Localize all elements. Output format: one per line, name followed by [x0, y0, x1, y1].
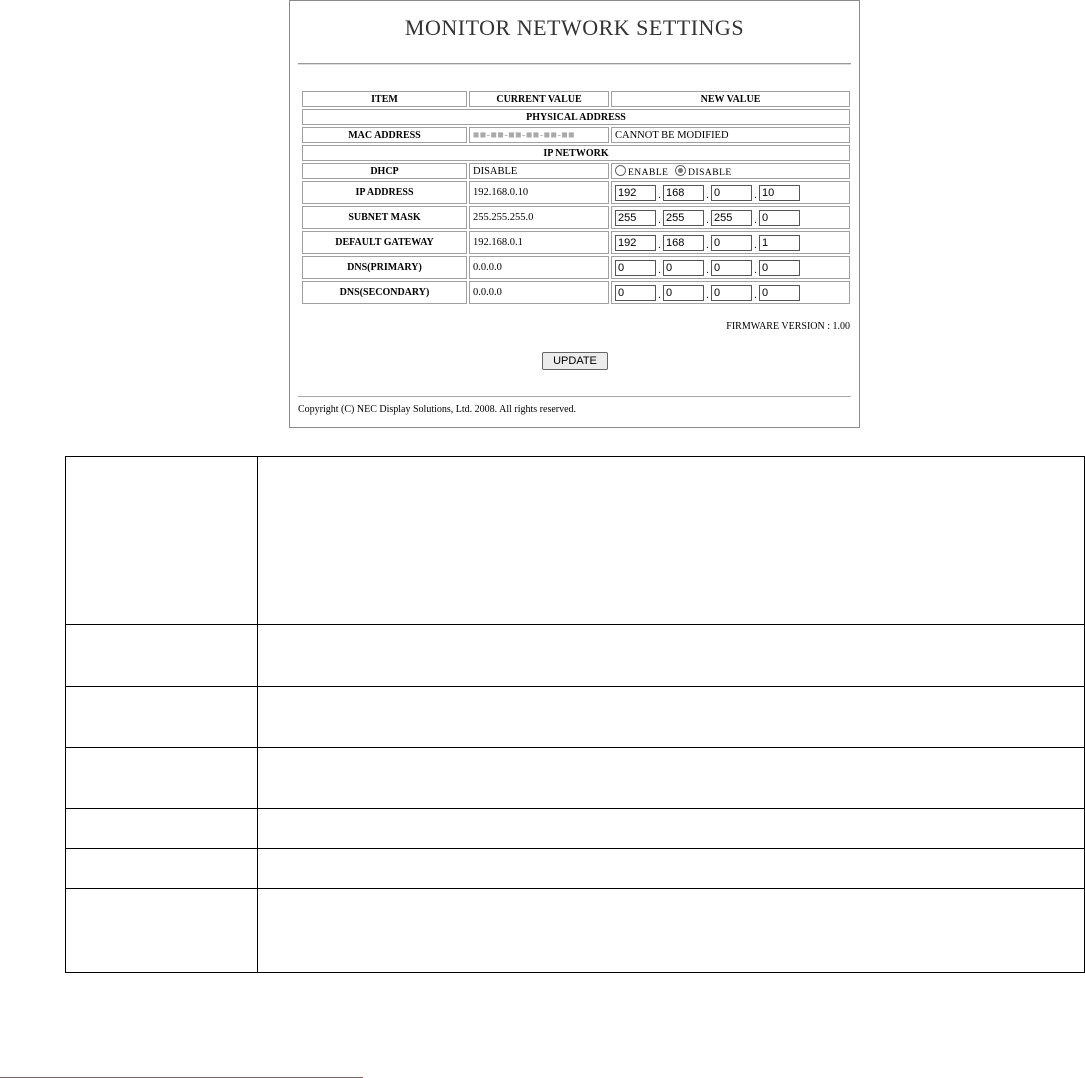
table-cell: [258, 625, 1085, 687]
header-current-value: CURRENT VALUE: [469, 91, 609, 107]
section-row: [302, 109, 850, 125]
dhcp-disable-radio[interactable]: [675, 165, 686, 176]
octet-input[interactable]: 168: [663, 185, 704, 201]
dhcp-options: [611, 163, 850, 179]
description-table: [65, 456, 1085, 973]
octet-separator: .: [706, 239, 709, 251]
octet-separator: .: [754, 264, 757, 276]
update-button[interactable]: UPDATE: [542, 352, 608, 370]
mac-label: MAC ADDRESS: [302, 127, 467, 143]
table-cell: [258, 889, 1085, 973]
table-cell: [258, 748, 1085, 809]
octet-separator: .: [754, 189, 757, 201]
row-current-value: 0.0.0.0: [469, 281, 609, 304]
section-row: [302, 145, 850, 161]
dns-primary-row: [302, 256, 850, 279]
subnet-mask-row: [302, 206, 850, 229]
octet-input[interactable]: 0: [711, 235, 752, 251]
mac-new-value: CANNOT BE MODIFIED: [611, 127, 850, 143]
section-ip-network: IP NETWORK: [302, 145, 850, 161]
header-row: [302, 91, 850, 107]
row-current-value: 255.255.255.0: [469, 206, 609, 229]
octet-group: [611, 231, 850, 254]
octet-separator: .: [706, 264, 709, 276]
row-current-value: 0.0.0.0: [469, 256, 609, 279]
octet-separator: .: [754, 214, 757, 226]
table-cell: [258, 687, 1085, 748]
monitor-settings-screenshot: [289, 0, 860, 428]
row-label: SUBNET MASK: [302, 206, 467, 229]
title-divider: [298, 63, 851, 65]
octet-separator: .: [658, 289, 661, 301]
octet-input[interactable]: 255: [663, 210, 704, 226]
table-cell: [66, 889, 258, 973]
octet-input[interactable]: 10: [759, 185, 800, 201]
table-cell: [66, 809, 258, 849]
dhcp-row: [302, 163, 850, 179]
octet-input[interactable]: 0: [663, 260, 704, 276]
table-cell: [258, 849, 1085, 889]
dhcp-label: DHCP: [302, 163, 467, 179]
table-cell: [66, 849, 258, 889]
row-label: DEFAULT GATEWAY: [302, 231, 467, 254]
table-row: [66, 687, 1085, 748]
octet-input[interactable]: 0: [759, 210, 800, 226]
octet-separator: .: [658, 214, 661, 226]
dhcp-current-value: DISABLE: [469, 163, 609, 179]
table-cell: [66, 687, 258, 748]
row-current-value: 192.168.0.10: [469, 181, 609, 204]
row-label: IP ADDRESS: [302, 181, 467, 204]
octet-input[interactable]: 1: [759, 235, 800, 251]
header-item: ITEM: [302, 91, 467, 107]
octet-group: [611, 256, 850, 279]
section-physical-address: PHYSICAL ADDRESS: [302, 109, 850, 125]
octet-group: [611, 181, 850, 204]
octet-input[interactable]: 255: [711, 210, 752, 226]
row-label: DNS(PRIMARY): [302, 256, 467, 279]
header-new-value: NEW VALUE: [611, 91, 850, 107]
copyright-text: Copyright (C) NEC Display Solutions, Ltd. 2008. All rights reserved.: [298, 404, 577, 415]
octet-input[interactable]: 192: [615, 185, 656, 201]
dhcp-disable-label: DISABLE: [688, 167, 732, 178]
octet-separator: .: [754, 289, 757, 301]
table-row: [66, 625, 1085, 687]
table-cell: [66, 625, 258, 687]
table-cell: [258, 809, 1085, 849]
table-row: [66, 809, 1085, 849]
mac-current-value: ■■-■■-■■-■■-■■-■■: [469, 127, 609, 143]
octet-input[interactable]: 0: [711, 285, 752, 301]
octet-separator: .: [706, 214, 709, 226]
footer-divider: [298, 396, 851, 397]
row-current-value: 192.168.0.1: [469, 231, 609, 254]
table-row: [66, 457, 1085, 625]
octet-separator: .: [706, 189, 709, 201]
table-row: [66, 748, 1085, 809]
mac-row: [302, 127, 850, 143]
dns-secondary-row: [302, 281, 850, 304]
octet-separator: .: [754, 239, 757, 251]
octet-input[interactable]: 0: [711, 185, 752, 201]
octet-input[interactable]: 0: [663, 285, 704, 301]
page-title: MONITOR NETWORK SETTINGS: [404, 15, 745, 40]
octet-input[interactable]: 255: [615, 210, 656, 226]
octet-input[interactable]: 0: [711, 260, 752, 276]
octet-separator: .: [706, 289, 709, 301]
octet-group: [611, 206, 850, 229]
table-cell: [66, 748, 258, 809]
dhcp-enable-radio[interactable]: [615, 165, 626, 176]
octet-input[interactable]: 0: [615, 285, 656, 301]
default-gateway-row: [302, 231, 850, 254]
settings-table: [300, 89, 852, 306]
dhcp-enable-label: ENABLE: [628, 167, 669, 178]
row-label: DNS(SECONDARY): [302, 281, 467, 304]
octet-group: [611, 281, 850, 304]
octet-input[interactable]: 0: [759, 285, 800, 301]
table-row: [66, 889, 1085, 973]
octet-input[interactable]: 0: [615, 260, 656, 276]
table-cell: [258, 457, 1085, 625]
octet-separator: .: [658, 239, 661, 251]
firmware-version: FIRMWARE VERSION : 1.00: [726, 321, 850, 332]
octet-separator: .: [658, 189, 661, 201]
octet-input[interactable]: 168: [663, 235, 704, 251]
octet-input[interactable]: 192: [615, 235, 656, 251]
table-cell: [66, 457, 258, 625]
octet-input[interactable]: 0: [759, 260, 800, 276]
ip-address-row: [302, 181, 850, 204]
octet-separator: .: [658, 264, 661, 276]
table-row: [66, 849, 1085, 889]
